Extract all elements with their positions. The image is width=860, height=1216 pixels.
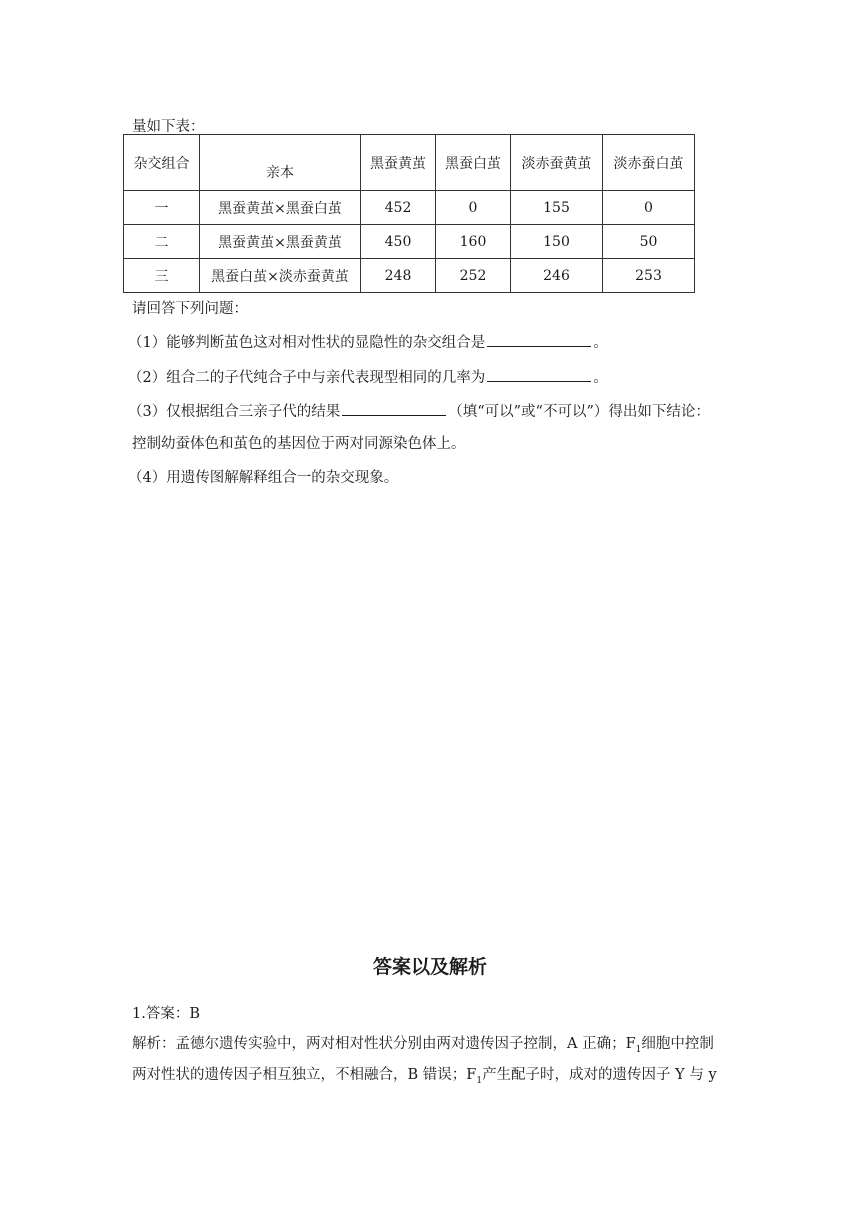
explanation-text: 解析：孟德尔遗传实验中，两对相对性状分别由两对遗传因子控制，A 正确；F: [132, 1036, 636, 1052]
table-cell: 三: [124, 259, 200, 293]
table-cell: 155: [511, 191, 603, 225]
table-cell: 二: [124, 225, 200, 259]
question-1-text: （1）能够判断茧色这对相对性状的显隐性的杂交组合是: [128, 335, 486, 351]
header-cell: 淡赤蚕黄茧: [511, 135, 603, 191]
subscript: 1: [635, 1044, 642, 1055]
question-3: [128, 400, 710, 421]
header-cell: 淡赤蚕白茧: [603, 135, 695, 191]
table-cell: 248: [361, 259, 436, 293]
header-cell: 杂交组合: [124, 135, 200, 191]
explanation-line-1: [132, 1032, 714, 1055]
answer-1: 1.答案：B: [132, 1006, 200, 1022]
explanation-line-2: [132, 1063, 717, 1086]
table-header-row: [124, 135, 695, 191]
cross-results-table: [123, 134, 695, 293]
table-row: [124, 191, 695, 225]
table-row: [124, 225, 695, 259]
question-1: [128, 331, 608, 352]
question-2-text: （2）组合二的子代纯合子中与亲代表现型相同的几率为: [128, 370, 486, 386]
question-3-line2: 控制幼蚕体色和茧色的基因位于两对同源染色体上。: [132, 436, 466, 452]
table-cell: 50: [603, 225, 695, 259]
table-cell: 150: [511, 225, 603, 259]
table-cell: 黑蚕黄茧×黑蚕白茧: [200, 191, 361, 225]
answer-section-title: 答案以及解析: [372, 956, 487, 978]
table-cell: 160: [436, 225, 511, 259]
question-2: [128, 366, 608, 387]
answer-blank-2[interactable]: [487, 367, 591, 382]
header-cell: 亲本: [200, 135, 361, 191]
table-row: [124, 259, 695, 293]
table-cell: 452: [361, 191, 436, 225]
question-4: （4）用遗传图解解释组合一的杂交现象。: [128, 470, 399, 486]
table-cell: 450: [361, 225, 436, 259]
answer-blank-1[interactable]: [487, 332, 591, 347]
table-cell: 253: [603, 259, 695, 293]
explanation-text: 两对性状的遗传因子相互独立，不相融合，B 错误；F: [132, 1067, 477, 1083]
table-cell: 0: [436, 191, 511, 225]
table-cell: 252: [436, 259, 511, 293]
header-cell: 黑蚕白茧: [436, 135, 511, 191]
question-1-end: 。: [593, 335, 608, 351]
question-2-end: 。: [593, 370, 608, 386]
answer-blank-3[interactable]: [342, 401, 446, 416]
table-cell: 黑蚕白茧×淡赤蚕黄茧: [200, 259, 361, 293]
subscript: 1: [476, 1075, 483, 1086]
explanation-text: 细胞中控制: [641, 1036, 714, 1052]
header-cell: 黑蚕黄茧: [361, 135, 436, 191]
table-cell: 246: [511, 259, 603, 293]
table-cell: 0: [603, 191, 695, 225]
explanation-text: 产生配子时，成对的遗传因子 Y 与 y: [482, 1067, 717, 1083]
intro-text: 量如下表：: [132, 119, 205, 135]
question-3-text: （3）仅根据组合三亲子代的结果: [128, 404, 341, 420]
prompt-text: 请回答下列问题：: [132, 301, 248, 317]
table-cell: 一: [124, 191, 200, 225]
table-cell: 黑蚕黄茧×黑蚕黄茧: [200, 225, 361, 259]
question-3-rest: （填“可以”或“不可以”）得出如下结论：: [448, 404, 710, 420]
